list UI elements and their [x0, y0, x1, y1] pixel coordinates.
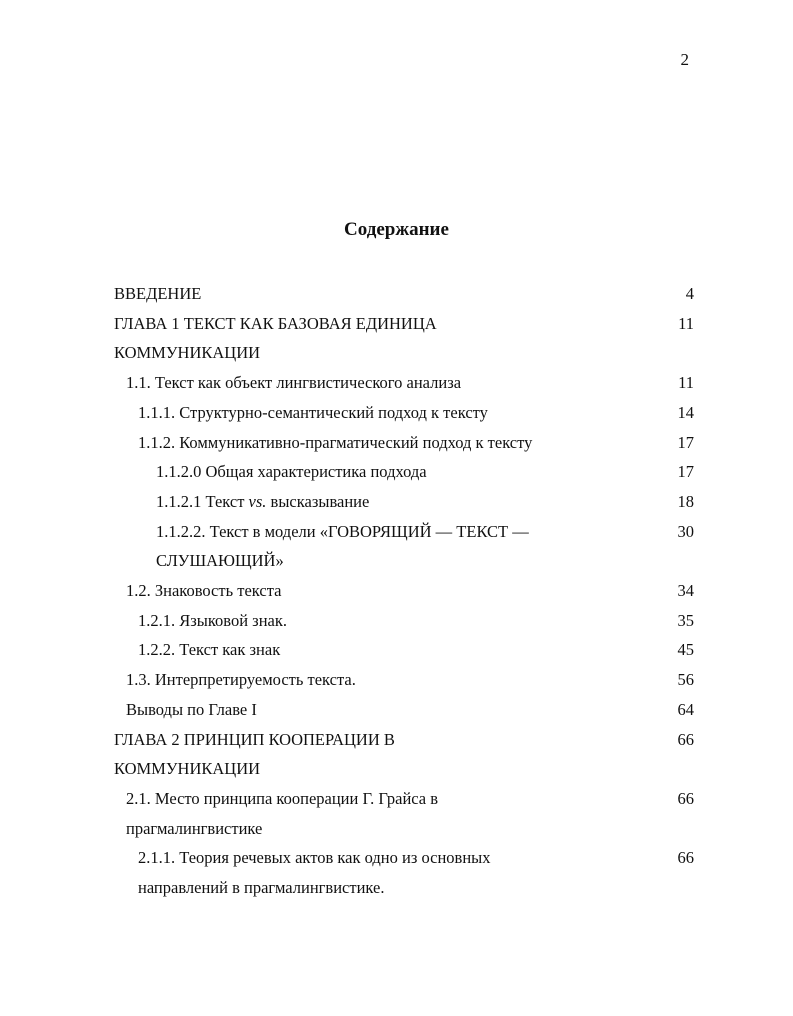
toc-entry	[114, 635, 694, 665]
toc-entry-text: Выводы по Главе I	[126, 699, 257, 719]
toc-entry-text: 1.1.1. Структурно-семантический подход к тексту	[138, 402, 488, 422]
toc-entry-text: ГЛАВА 2 ПРИНЦИП КООПЕРАЦИИ В КОММУНИКАЦИИ	[114, 729, 395, 779]
toc-entry-text-before: 1.1.2.1 Текст	[156, 491, 249, 511]
toc-entry-page: 56	[677, 670, 694, 690]
toc-entry	[114, 695, 694, 725]
toc-entry-text: 1.1. Текст как объект лингвистического анализа	[126, 373, 462, 393]
toc-entry-page: 30	[677, 521, 694, 541]
toc-entry-page: 17	[677, 462, 694, 482]
toc-entry	[114, 576, 694, 606]
toc-entry-page: 17	[677, 432, 694, 452]
toc-entry	[114, 398, 694, 428]
toc-entry	[114, 665, 694, 695]
toc-entry-page: 35	[677, 610, 694, 630]
toc-entry-text: 1.3. Интерпретируемость текста.	[126, 670, 356, 690]
toc-entry-page: 18	[677, 491, 694, 511]
toc-entry	[114, 457, 694, 487]
page-title: Содержание	[344, 219, 449, 240]
toc-entry-page: 14	[677, 402, 694, 422]
toc-entry-text: 1.2.1. Языковой знак.	[138, 610, 287, 630]
toc-entry-text: 2.1.1. Теория речевых актов как одно из основных направлений в прагмалингвистике.	[138, 848, 491, 898]
toc-entry-page: 11	[678, 313, 694, 333]
toc-entry-text-after: высказывание	[266, 491, 370, 511]
toc-entry-text: 1.1.2.2. Текст в модели «ГОВОРЯЩИЙ — ТЕКСТ — СЛУШАЮЩИЙ»	[156, 521, 529, 571]
toc-entry-text: 1.1.2. Коммуникативно-прагматический подход к тексту	[138, 432, 533, 452]
toc-entry-text	[114, 487, 369, 517]
toc-entry-text: 1.1.2.0 Общая характеристика подхода	[156, 462, 427, 482]
toc-entry-page: 64	[677, 699, 694, 719]
toc-entry-text: 1.2. Знаковость текста	[126, 581, 282, 601]
toc-entry	[114, 725, 694, 784]
toc-entry-text: ГЛАВА 1 ТЕКСТ КАК БАЗОВАЯ ЕДИНИЦА КОММУНИКАЦИИ	[114, 313, 437, 363]
toc-entry	[114, 279, 694, 309]
toc-entry	[114, 784, 694, 843]
toc-entry-page: 66	[677, 729, 694, 749]
toc-entry-page: 34	[677, 581, 694, 601]
toc-entry-text: 2.1. Место принципа кооперации Г. Грайса в прагмалингвистике	[126, 788, 439, 838]
toc-entry	[114, 517, 694, 576]
toc-entry	[114, 487, 694, 517]
toc-entry-page: 66	[677, 848, 694, 868]
toc-entry	[114, 368, 694, 398]
toc-entry	[114, 843, 694, 902]
page-number: 2	[680, 50, 689, 69]
toc-entry	[114, 309, 694, 368]
toc-entry-page: 11	[678, 373, 694, 393]
toc-entry-text: ВВЕДЕНИЕ	[114, 284, 202, 303]
toc-entry-text-italic: vs.	[248, 491, 267, 511]
toc-entry-page: 4	[685, 284, 694, 303]
toc-entry-text: 1.2.2. Текст как знак	[138, 640, 281, 660]
toc-entry-page: 45	[677, 640, 694, 660]
toc-entry	[114, 428, 694, 458]
table-of-contents	[114, 279, 694, 903]
toc-entry-page: 66	[677, 788, 694, 808]
toc-entry	[114, 606, 694, 636]
